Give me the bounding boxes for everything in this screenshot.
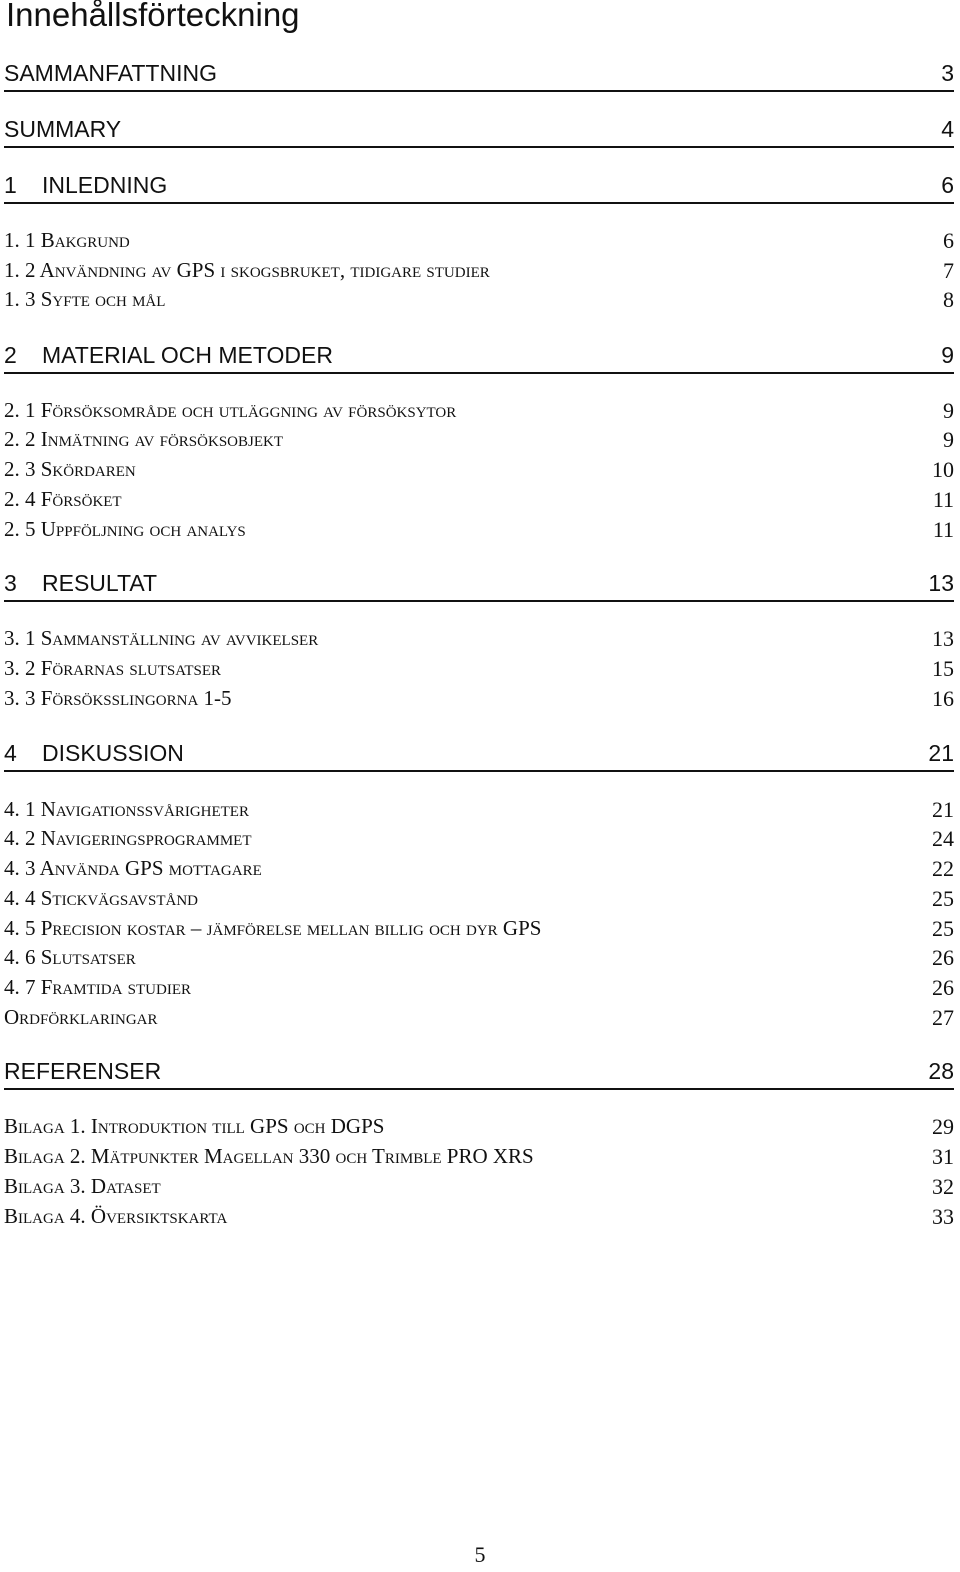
page-number: 5 [474, 1542, 486, 1567]
entry-page-number: 16 [932, 686, 954, 711]
entry-page-number: 25 [932, 916, 954, 941]
heading-title: INLEDNING [42, 172, 168, 198]
entry-title: 1. 2 Användning av GPS i skogsbruket, tidigare studier [4, 258, 490, 282]
entry-page-number: 21 [932, 797, 954, 822]
toc-entry[interactable] [4, 686, 954, 714]
heading-page-number: 21 [928, 740, 954, 766]
toc-entry[interactable] [4, 1005, 954, 1033]
entry-title: 2. 4 Försöket [4, 487, 122, 511]
entry-page-number: 15 [932, 656, 954, 681]
heading-page-number: 28 [928, 1058, 954, 1084]
toc-entry[interactable] [4, 258, 954, 286]
entry-title: 1. 3 Syfte och mål [4, 287, 166, 311]
entry-page-number: 9 [943, 427, 954, 452]
toc-heading[interactable] [4, 172, 954, 204]
entry-title: Bilaga 3. Dataset [4, 1174, 161, 1198]
heading-number: 1 [4, 172, 17, 198]
heading-number: 2 [4, 342, 17, 368]
entry-title: 4. 7 Framtida studier [4, 975, 192, 999]
heading-page-number: 3 [941, 60, 954, 86]
entry-title: Ordförklaringar [4, 1005, 158, 1029]
entry-page-number: 33 [932, 1204, 954, 1229]
toc-entry[interactable] [4, 626, 954, 654]
entry-page-number: 11 [932, 517, 954, 542]
heading-title: REFERENSER [4, 1058, 162, 1084]
entry-page-number: 31 [932, 1144, 954, 1169]
entry-title: 4. 4 Stickvägsavstånd [4, 886, 198, 910]
toc-entry[interactable] [4, 1204, 954, 1232]
entry-title: 1. 1 Bakgrund [4, 228, 130, 252]
toc-entry[interactable] [4, 975, 954, 1003]
entry-page-number: 26 [932, 975, 954, 1000]
entry-title: 3. 1 Sammanställning av avvikelser [4, 626, 319, 650]
entry-page-number: 7 [943, 258, 954, 283]
entry-title: 3. 2 Förarnas slutsatser [4, 656, 222, 680]
heading-number: 4 [4, 740, 17, 766]
entry-page-number: 27 [932, 1005, 954, 1030]
heading-title: SAMMANFATTNING [4, 60, 217, 86]
entry-page-number: 22 [932, 856, 954, 881]
entry-page-number: 13 [932, 626, 954, 651]
entry-title: Bilaga 1. Introduktion till GPS och DGPS [4, 1114, 385, 1138]
toc-entry[interactable] [4, 826, 954, 854]
entry-title: 4. 6 Slutsatser [4, 945, 136, 969]
toc-entry[interactable] [4, 398, 954, 426]
heading-page-number: 4 [941, 116, 954, 142]
heading-page-number: 6 [941, 172, 954, 198]
entry-page-number: 24 [932, 826, 954, 851]
heading-title: MATERIAL OCH METODER [42, 342, 333, 368]
entry-title: 4. 1 Navigationssvårigheter [4, 797, 249, 821]
toc-heading[interactable] [4, 1058, 954, 1090]
toc-heading[interactable] [4, 570, 954, 602]
entry-title: 4. 2 Navigeringsprogrammet [4, 826, 252, 850]
heading-title: DISKUSSION [42, 740, 184, 766]
toc-heading[interactable] [4, 116, 954, 148]
entry-page-number: 9 [943, 398, 954, 423]
toc-entry[interactable] [4, 886, 954, 914]
entry-title: Bilaga 4. Översiktskarta [4, 1204, 228, 1228]
entry-page-number: 25 [932, 886, 954, 911]
entry-page-number: 11 [932, 487, 954, 512]
toc-entry[interactable] [4, 856, 954, 884]
heading-page-number: 9 [941, 342, 954, 368]
toc-entry[interactable] [4, 1114, 954, 1142]
entry-title: 2. 3 Skördaren [4, 457, 136, 481]
toc-entry[interactable] [4, 287, 954, 315]
toc-entry[interactable] [4, 487, 954, 515]
toc-entry[interactable] [4, 517, 954, 545]
heading-title: RESULTAT [42, 570, 158, 596]
heading-page-number: 13 [928, 570, 954, 596]
entry-page-number: 6 [943, 228, 954, 253]
entry-title: 2. 5 Uppföljning och analys [4, 517, 246, 541]
entry-title: Bilaga 2. Mätpunkter Magellan 330 och Trimble PRO XRS [4, 1144, 534, 1168]
toc-heading[interactable] [4, 740, 954, 772]
toc-entry[interactable] [4, 656, 954, 684]
entry-page-number: 29 [932, 1114, 954, 1139]
toc-entry[interactable] [4, 427, 954, 455]
entry-page-number: 26 [932, 945, 954, 970]
toc-entry[interactable] [4, 1174, 954, 1202]
heading-title: SUMMARY [4, 116, 122, 142]
entry-title: 4. 3 Använda GPS mottagare [4, 856, 262, 880]
page-title: Innehållsförteckning [6, 0, 300, 33]
toc-entry[interactable] [4, 945, 954, 973]
entry-title: 2. 2 Inmätning av försöksobjekt [4, 427, 283, 451]
toc-heading[interactable] [4, 60, 954, 92]
entry-title: 4. 5 Precision kostar – jämförelse mellan billig och dyr GPS [4, 916, 542, 940]
entry-page-number: 8 [943, 287, 954, 312]
entry-title: 2. 1 Försöksområde och utläggning av försöksytor [4, 398, 457, 422]
entry-page-number: 10 [932, 457, 954, 482]
entry-title: 3. 3 Försöksslingorna 1-5 [4, 686, 232, 710]
entry-page-number: 32 [932, 1174, 954, 1199]
toc-entry[interactable] [4, 916, 954, 944]
heading-number: 3 [4, 570, 17, 596]
toc-entry[interactable] [4, 228, 954, 256]
toc-entry[interactable] [4, 1144, 954, 1172]
toc-heading[interactable] [4, 342, 954, 374]
toc-entry[interactable] [4, 797, 954, 825]
toc-entry[interactable] [4, 457, 954, 485]
